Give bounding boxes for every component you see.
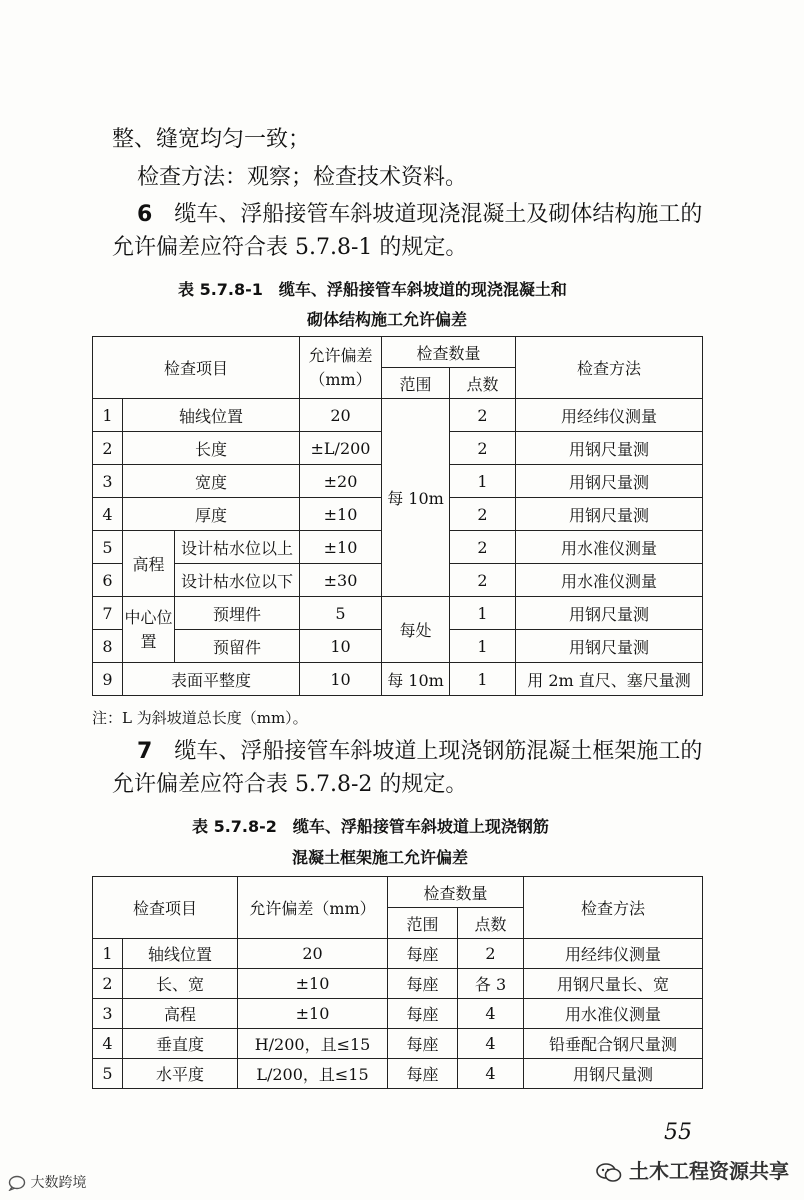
table1-note: 注：L 为斜坡道总长度（mm）。 (92, 709, 308, 727)
row-item: 轴线位置 (123, 939, 238, 969)
table-row (93, 1029, 703, 1059)
row-method: 用经纬仪测量 (516, 399, 703, 432)
row-number: 2 (93, 969, 123, 999)
table1-caption-line-2: 砌体结构施工允许偏差 (307, 310, 468, 329)
watermark-right (596, 1155, 789, 1184)
row-points: 1 (450, 597, 516, 630)
row-method: 用钢尺量测 (516, 498, 703, 531)
watermark-left (8, 1172, 86, 1192)
row-range: 每座 (388, 1059, 458, 1089)
table2-header-quantity: 检查数量 (388, 877, 524, 908)
row-range: 每座 (388, 999, 458, 1029)
item-6-number: 6 (137, 202, 153, 227)
row-points: 4 (458, 999, 524, 1029)
row-number: 9 (93, 663, 123, 696)
row-method: 用钢尺量测 (516, 630, 703, 663)
row-item: 长、宽 (123, 969, 238, 999)
row-item: 垂直度 (123, 1029, 238, 1059)
row-method: 用钢尺量测 (524, 1059, 703, 1089)
row-tolerance: L/200，且≤15 (238, 1059, 388, 1089)
item-6-line-2: 允许偏差应符合表 5.7.8-1 的规定。 (112, 235, 468, 260)
table1-header-tolerance: 允许偏差（mm） (300, 337, 382, 399)
row-item: 预留件 (175, 630, 300, 663)
row-range: 每座 (388, 1029, 458, 1059)
row-points: 各 3 (458, 969, 524, 999)
row-item: 宽度 (123, 465, 300, 498)
table-row (93, 663, 703, 696)
table1-caption-line-1: 表 5.7.8-1 缆车、浮船接管车斜坡道的现浇混凝土和 (178, 280, 567, 299)
row-tolerance: ±20 (300, 465, 382, 498)
row-group-center-position: 中心位置 (123, 597, 175, 663)
paragraph-line-1: 整、缝宽均匀一致； (112, 127, 311, 152)
row-number: 3 (93, 465, 123, 498)
row-item: 厚度 (123, 498, 300, 531)
page-number: 55 (664, 1120, 692, 1145)
row-points: 2 (458, 939, 524, 969)
row-item: 轴线位置 (123, 399, 300, 432)
table-row (93, 969, 703, 999)
row-method: 用水准仪测量 (516, 564, 703, 597)
row-points: 2 (450, 498, 516, 531)
table1-header-quantity: 检查数量 (382, 337, 516, 368)
row-method: 用 2m 直尺、塞尺量测 (516, 663, 703, 696)
row-number: 3 (93, 999, 123, 1029)
row-item: 表面平整度 (123, 663, 300, 696)
row-item: 长度 (123, 432, 300, 465)
item-7-line-1 (137, 737, 702, 767)
table1-range-every-10m: 每 10m (382, 399, 450, 597)
table-row (93, 999, 703, 1029)
table2-header-points: 点数 (458, 908, 524, 939)
row-number: 4 (93, 1029, 123, 1059)
row-number: 6 (93, 564, 123, 597)
row-number: 1 (93, 399, 123, 432)
row-number: 2 (93, 432, 123, 465)
row-tolerance: ±10 (238, 999, 388, 1029)
table2-header-range: 范围 (388, 908, 458, 939)
row-number: 5 (93, 1059, 123, 1089)
row-tolerance: H/200，且≤15 (238, 1029, 388, 1059)
item-7-line-2: 允许偏差应符合表 5.7.8-2 的规定。 (112, 772, 468, 797)
row-item: 水平度 (123, 1059, 238, 1089)
item-7-text: 缆车、浮船接管车斜坡道上现浇钢筋混凝土框架施工的 (174, 739, 703, 764)
table1-header-method: 检查方法 (516, 337, 703, 399)
row-tolerance: 20 (300, 399, 382, 432)
row-method: 用钢尺量测 (516, 465, 703, 498)
row-tolerance: ±10 (238, 969, 388, 999)
row-method: 用钢尺量测 (516, 597, 703, 630)
item-6-line-1 (137, 200, 702, 230)
row-tolerance: ±30 (300, 564, 382, 597)
table2-header-item: 检查项目 (93, 877, 238, 939)
row-tolerance: 5 (300, 597, 382, 630)
table-row (93, 1059, 703, 1089)
row-method: 用钢尺量测 (516, 432, 703, 465)
item-7-number: 7 (137, 739, 153, 764)
table1 (92, 336, 703, 696)
row-method: 用经纬仪测量 (524, 939, 703, 969)
row-method: 用水准仪测量 (524, 999, 703, 1029)
row-points: 2 (450, 432, 516, 465)
table2-header-tolerance: 允许偏差（mm） (238, 877, 388, 939)
row-range: 每 10m (382, 663, 450, 696)
row-points: 4 (458, 1059, 524, 1089)
row-tolerance: 10 (300, 630, 382, 663)
table2 (92, 876, 703, 1089)
row-tolerance: ±L/200 (300, 432, 382, 465)
row-method: 用钢尺量长、宽 (524, 969, 703, 999)
table1-header-range: 范围 (382, 368, 450, 399)
row-number: 1 (93, 939, 123, 969)
paragraph-inspection-method: 检查方法：观察；检查技术资料。 (137, 165, 468, 190)
row-points: 1 (450, 465, 516, 498)
row-tolerance: 10 (300, 663, 382, 696)
row-number: 8 (93, 630, 123, 663)
chat-bubble-icon (8, 1175, 26, 1191)
table2-caption-line-1: 表 5.7.8-2 缆车、浮船接管车斜坡道上现浇钢筋 (192, 817, 549, 836)
watermark-left-text: 大数跨境 (30, 1175, 87, 1191)
row-points: 4 (458, 1029, 524, 1059)
row-method: 用水准仪测量 (516, 531, 703, 564)
table-row (93, 597, 703, 630)
row-number: 5 (93, 531, 123, 564)
row-group-elevation: 高程 (123, 531, 175, 597)
row-tolerance: ±10 (300, 531, 382, 564)
row-item: 设计枯水位以上 (175, 531, 300, 564)
row-range: 每座 (388, 969, 458, 999)
row-method: 铅垂配合钢尺量测 (524, 1029, 703, 1059)
table-row (93, 399, 703, 432)
watermark-right-text: 土木工程资源共享 (628, 1159, 789, 1183)
row-points: 1 (450, 663, 516, 696)
row-range: 每座 (388, 939, 458, 969)
row-tolerance: 20 (238, 939, 388, 969)
row-number: 4 (93, 498, 123, 531)
table1-header-item: 检查项目 (93, 337, 300, 399)
table2-header-method: 检查方法 (524, 877, 703, 939)
row-points: 2 (450, 564, 516, 597)
table1-header-points: 点数 (450, 368, 516, 399)
row-item: 预埋件 (175, 597, 300, 630)
table-row (93, 939, 703, 969)
row-number: 7 (93, 597, 123, 630)
row-item: 高程 (123, 999, 238, 1029)
row-points: 1 (450, 630, 516, 663)
row-tolerance: ±10 (300, 498, 382, 531)
table2-caption-line-2: 混凝土框架施工允许偏差 (292, 848, 469, 867)
item-6-text: 缆车、浮船接管车斜坡道现浇混凝土及砌体结构施工的 (174, 202, 703, 227)
row-item: 设计枯水位以下 (175, 564, 300, 597)
table1-range-each: 每处 (382, 597, 450, 663)
row-points: 2 (450, 531, 516, 564)
row-points: 2 (450, 399, 516, 432)
wechat-icon (596, 1162, 622, 1184)
